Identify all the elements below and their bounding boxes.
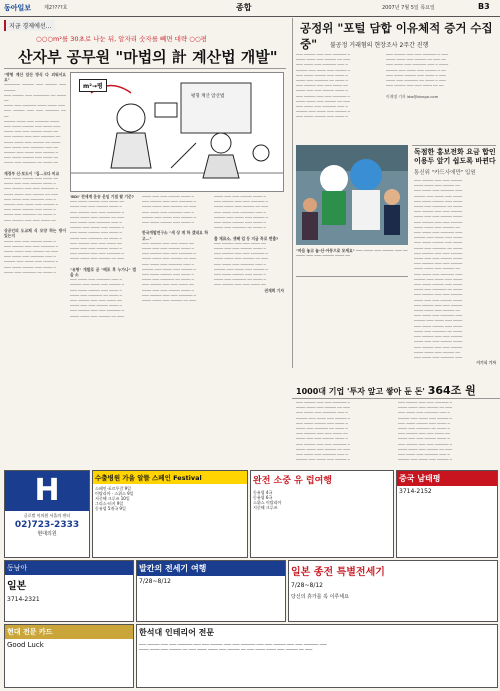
masthead — [0, 0, 500, 17]
article-headline: 산자부 공무원 "마법의 計 계산법 개발" — [18, 48, 278, 66]
china-tour-ad[interactable] — [396, 470, 498, 558]
right-column-2: ─── ───── ─── ─── ────── ─ ─── ──── ──── ─── ───── ── ─── ── ─── ──── ─── ────── ─── ─ ──── ───── ─── ──── ─── ───── ─ ── ─── ──── ───── ─── ──── ─ ─── ──── ─── ────── ── ──── ─ ─── ─── ───── ─── ─── ──── ── ── 이재명 기자 ldw@donga.com — [386, 52, 449, 99]
japan-special-tagline: 당신의 휴가를 꼭 이루세요 — [291, 594, 349, 600]
side-headline: 독점한 홍보전화 요금 합인 이용두 앞기 쉽도록 바뀐다 — [414, 148, 496, 165]
balkan-dates: 7/28~8/12 — [139, 578, 171, 585]
section-tag: 지금 경제에선… — [4, 20, 55, 31]
china-title: 중국 남태평 — [397, 471, 497, 486]
japan-title: 일본 — [7, 581, 27, 592]
card-ad[interactable] — [4, 624, 134, 688]
interior-title: 한석대 인테리어 전문 — [139, 628, 215, 637]
column-heading: "평형 계산 암산 방식 다 외워서요 요" — [4, 72, 66, 83]
divider — [4, 68, 286, 69]
strip-column-2: ─── ───── ─── ─── ────── ─ ──── ──── ─── ───── ── ─── ─── ──── ─── ────── ─── ─ ───── ─── ──── ─── ───── ─ ─── ──── ───── ─── ──── ─ ──── ─── ────── ── ──── ─ ─── ───── ─── ─── ──── ── ──── ─── ─── ───── ──── ─ ─── ───── ─── ─── ────── ─ ──── ──── ─── ───── ── ─── ─── ──── ─── ────── ─── ─ ───── ─── ──── ─── ───── ─ — [398, 400, 453, 463]
mascot-photo — [296, 145, 408, 245]
formula-bubble: m²→평 — [79, 79, 107, 92]
mascot-photo-drawing — [296, 145, 408, 245]
page-number: B3 — [478, 2, 490, 11]
tour-item[interactable]: 동유럽 5개국 9일 — [95, 506, 126, 511]
interior-ad[interactable] — [136, 624, 498, 688]
japan-special-dates: 7/28~8/12 — [291, 582, 323, 589]
right-byline: 이재명 기자 ldw@donga.com — [386, 93, 439, 99]
article-kicker: ○○○m²를 30초로 나눈 뒤, 알자리 숫자를 빼면 대략 ○○평 — [36, 35, 207, 43]
tour-item[interactable]: 이탈리아 · 스위스 9일 — [95, 491, 134, 496]
photo-caption: "마음 놓고 놀-산·아동으로 모세요" ─── ──── ─── ───── ─── ── ──── ─── ─── ───── ──── ── — [296, 248, 408, 258]
europe-title: 완전 소중 유 럽여행 — [253, 476, 332, 486]
divider — [412, 145, 496, 146]
right-subheadline: 불공정 거래혐의 현장조사 2주간 진행 — [330, 42, 429, 49]
festival-tour-ad[interactable] — [92, 470, 248, 558]
strip-headline — [296, 382, 476, 398]
tour-item[interactable]: 동유럽 6국 — [253, 495, 273, 500]
side-byline: 이기식 기자 — [476, 360, 496, 366]
balkan-tour-ad[interactable] — [136, 560, 286, 622]
divider — [296, 276, 408, 277]
illustration-caption: 평형 계산 암산법 — [191, 94, 225, 99]
tour-item[interactable]: 지중해 크루즈 — [253, 505, 278, 510]
issue-date: 2007년 7월 5일 목요일 — [382, 5, 435, 11]
china-phone: 3714-2152 — [399, 488, 432, 495]
side-column: ─── ───── ─── ─── ───── ──── ──── ─── ───── ── ─── ──── ─── ────── ─── ───── ─── ──── ─── ──── ─── ──── ───── ─── ──── ──── ─── ────── ── ──── ─── ───── ─── ─── ───── ──── ─── ─── ───── ──── ─── ───── ─── ─── ───── ──── ──── ─── ───── ── ─── ──── ─── ────── ─── ───── ─── ──── ─── ──── ─── ──── ───── ─── ──── ──── ─── ────── ── ──── ─── ───── ─── ─── ───── ──── ─── ─── ───── ──── ─── ───── ─── ─── ───── ──── ──── ─── ───── ── ─── ──── ─── ────── ─── ───── ─── ──── ─── ──── ─── ──── ───── ─── ──── ──── ─── ────── ── ──── ─── ───── ─── ─── ───── ──── ─── ─── ───── ──── ─── ───── ─── ─── ───── ──── ──── ─── ───── ── ─── ──── ─── ────── ─── ───── ─── ──── ─── ──── ─── ──── ───── ─── ──── ──── ─── ────── ── ──── ─── ───── ─── ─── ───── ──── ─── ─── ───── ──── ─── ───── ─── ─── ───── ──── ──── ─── ───── ── ─── ──── ─── ────── ─── 이기식 기자 — [414, 178, 496, 366]
hospital-name: 현대의원 — [37, 531, 57, 537]
right-column-1: ─── ───── ─── ─── ────── ─ ──── ──── ─── ───── ── ─── ─── ──── ─── ────── ─── ─ ───── ─── ──── ─── ───── ─ ─── ──── ───── ─── ──── ─ ──── ─── ────── ── ──── ─ ─── ───── ─── ─── ──── ── ──── ─── ─── ───── ──── ─ ─── ───── ─── ─── ────── ─ ──── ──── ─── ───── ── ─── ─── ──── ─── ────── ─── ─ ───── ─── ──── ─── ───── ─ ─── ──── ───── ─── ──── ─ — [296, 52, 351, 120]
photo-caption-title: "마음 놓고 놀-산·아동으로 모세요" — [296, 248, 355, 253]
column-heading: 재경부 신·보도이 "집…크다 비교 — [4, 170, 60, 176]
newspaper-logo: 동아일보 — [4, 4, 32, 12]
section-name: 종합 — [236, 3, 252, 12]
japan-tag: 동남아 — [5, 561, 133, 575]
divider — [292, 398, 500, 399]
hospital-ad[interactable] — [4, 470, 90, 558]
article-byline: 권재희 기자 — [264, 287, 284, 293]
balkan-title: 발칸의 전세기 여행 — [137, 561, 285, 576]
interior-text: ─── ───── ─── ─── ────── ─── ─── ───── ─── ─── ────── ─── ─── ───── ─── ─── ────── ─── ──── ──── ─── ───── ── ─── ──── ──── ─── ───── ── ─── ──── ──── ─── ───── ── ─── — [139, 642, 327, 652]
tour-item[interactable]: 동유럽 4국 — [253, 490, 273, 495]
tour-item[interactable]: 스위스 이탈리아 — [253, 500, 282, 505]
article-column-1: "평형 계산 암산 방식 다 외워서요 요" ─────── ───── ─── ───── ─── ───── ─── ───── ─── ─────── ── ──── ── ──── ─── ────── ──── ──── ─── ─── ───── ─── ─── ────── ── ── ───── ──── ─── ────── ──── ─── ──── ───── ─── ──── ─── ──── ─── ─── ───── ──── ── ─── ───── ─── ─── ────── ── ──── ──── ─── ───── ── ──── ─── ──── ─── ────── ─── ── ───── ─── ──── ─── ───── ─ ─── ──── ───── ─── ──── ── ──── ─── ────── ── ──── ── 재경부 신·보도이 "집…크다 비교 ─── ──── ───── ─── ──── ── ──── ─── ─── ───── ──── ─ ─── ───── ─── ─── ────── ─ ──── ──── ─── ───── ── ─── ─── ──── ─── ────── ─── ─ ───── ─── ──── ─── ───── ─ ─── ──── ───── ─── ──── ─ ──── ─── ────── ── ──── ─ ─── ───── ─── ─── ──── ── 상공인의 도교체 식 모양 하는 방이 있는지 ──── ─── ─── ───── ──── ─ ─── ───── ─── ─── ────── ─ ──── ──── ─── ───── ── ─── ─── ──── ─── ────── ─── ─ ───── ─── ──── ─── ───── ─ ─── ──── ───── ─── ──── ─ ──── ─── ────── ── ──── ─ — [4, 72, 66, 275]
strip-amount: 364조 원 — [427, 384, 476, 397]
hospital-logo: H — [5, 471, 89, 511]
europe-list — [251, 488, 393, 512]
strip-column-1: ─── ───── ─── ─── ────── ─ ──── ──── ─── ───── ── ─── ─── ──── ─── ────── ─── ─ ───── ─── ──── ─── ───── ─ ─── ──── ───── ─── ──── ─ ──── ─── ────── ── ──── ─ ─── ───── ─── ─── ──── ── ──── ─── ─── ───── ──── ─ ─── ───── ─── ─── ────── ─ ──── ──── ─── ───── ── ─── ─── ──── ─── ────── ─── ─ ───── ─── ──── ─── ───── ─ — [296, 400, 351, 463]
column-heading: 한국개발연구소 "세 상 게 하 겠네요 하고…" — [142, 230, 208, 241]
hospital-phone: 02)723-2333 — [14, 520, 80, 530]
card-title: 현대 전문 카드 — [5, 625, 133, 639]
column-divider — [292, 18, 293, 368]
cartoon-illustration — [70, 72, 284, 192]
side-subheadline: 통신위 "카드사에만" 입원 — [414, 170, 476, 176]
europe-tour-ad[interactable] — [250, 470, 394, 558]
column-heading: 'BDI' 전세계 운송 운임 기점 팔 기준? — [70, 194, 134, 199]
japan-special-ad[interactable] — [288, 560, 498, 622]
column-heading: 출 재료소, 셋째 업 등 지금 꼭로 면출? — [214, 235, 279, 241]
festival-list — [93, 484, 247, 513]
card-label: Good Luck — [7, 641, 44, 649]
tour-item[interactable]: 지중해 크루즈 10일 — [95, 496, 130, 501]
column-heading: "유형" 개발로 곧 "배포 후 누가나" 법을 소 — [70, 266, 136, 278]
festival-title: 수출병원 가을 알뜰 스페인 Festival — [93, 471, 247, 484]
article-column-4: ──── ─── ─── ───── ──── ─ ─── ───── ─── ─── ────── ─ ──── ──── ─── ───── ── ─── ─── ──── ─── ────── ─── ─ ───── ─── ──── ─── ───── ─ ─── ──── ───── ─── ──── ─ ──── ─── ────── ── ──── ─ 출 재료소, 셋째 업 등 지금 꼭로 면출? ─── ───── ─── ─── ──── ── ──── ─── ─── ───── ──── ─ ─── ───── ─── ─── ────── ─ ──── ──── ─── ───── ── ─── ─── ──── ─── ────── ─── ─ ───── ─── ──── ─── ───── ─ ─── ──── ───── ─── ──── ─ ──── ─── ────── ── ──── ─ ─── ───── ─── ─── ──── ── 권재희 기자 — [214, 194, 284, 293]
tour-item[interactable]: 스페인·포르투갈 9일 — [95, 486, 131, 491]
right-headline: 공정위 "포털 담합 이유체적 증거 수집 중" — [300, 21, 493, 51]
issue-number: 제2????호 — [44, 5, 68, 11]
article-column-2: 'BDI' 전세계 운송 운임 기점 팔 기준? ─── ──── ───── ─── ──── ── ──── ─── ─── ───── ──── ─ ─── ───── ─── ─── ────── ─ ──── ──── ─── ───── ── ─── ─── ──── ─── ────── ─── ─ ───── ─── ──── ─── ───── ─ ─── ──── ───── ─── ──── ─ ──── ─── ────── ── ──── ─ ─── ───── ─── ─── ──── ── ──── ─── ─── ───── ──── ─ ─── ───── ─── ─── ────── ─ ──── ──── ─── ───── ── ─── "유형" 개발로 곧 "배포 후 누가나" 법을 소 ─── ──── ─── ────── ─── ─ ───── ─── ──── ─── ───── ─ ─── ──── ───── ─── ──── ─ ──── ─── ────── ── ──── ─ ─── ───── ─── ─── ──── ── ──── ─── ─── ───── ──── ─ ─── ───── ─── ─── ────── ─ ──── ──── ─── ───── ── ─── — [70, 194, 136, 319]
tour-item[interactable]: 그리스·터키 9일 — [95, 501, 124, 506]
japan-phone: 3714-2321 — [7, 596, 40, 603]
column-heading: 상공인의 도교체 식 모양 하는 방이 있는지 — [4, 228, 66, 239]
strip-headline-text: 1000대 기업 '투자 앞고 쌓아 둔 돈' — [296, 387, 425, 396]
japan-tour-ad[interactable] — [4, 560, 134, 622]
hospital-tagline: 글로벌 이의원 서울의 센터 — [23, 513, 71, 518]
japan-special-title: 일본 종전 특별전세기 — [291, 567, 385, 578]
article-column-3: ──── ─── ─── ───── ──── ─ ─── ───── ─── ─── ────── ─ ──── ──── ─── ───── ── ─── ─── ──── ─── ────── ─── ─ ───── ─── ──── ─── ───── ─ ─── ──── ───── ─── ──── ─ 한국개발연구소 "세 상 게 하 겠네요 하고…" ─── ───── ─── ─── ──── ── ──── ─── ─── ───── ──── ─ ─── ───── ─── ─── ────── ─ ──── ──── ─── ───── ── ─── ─── ──── ─── ────── ─── ─ ───── ─── ──── ─── ───── ─ ─── ──── ───── ─── ──── ─ ──── ─── ────── ── ──── ─ ─── ───── ─── ─── ──── ── ──── ─── ─── ───── ──── ─ ─── ───── ─── ─── ────── ─ ──── ──── ─── ───── ── ─── — [142, 194, 208, 304]
